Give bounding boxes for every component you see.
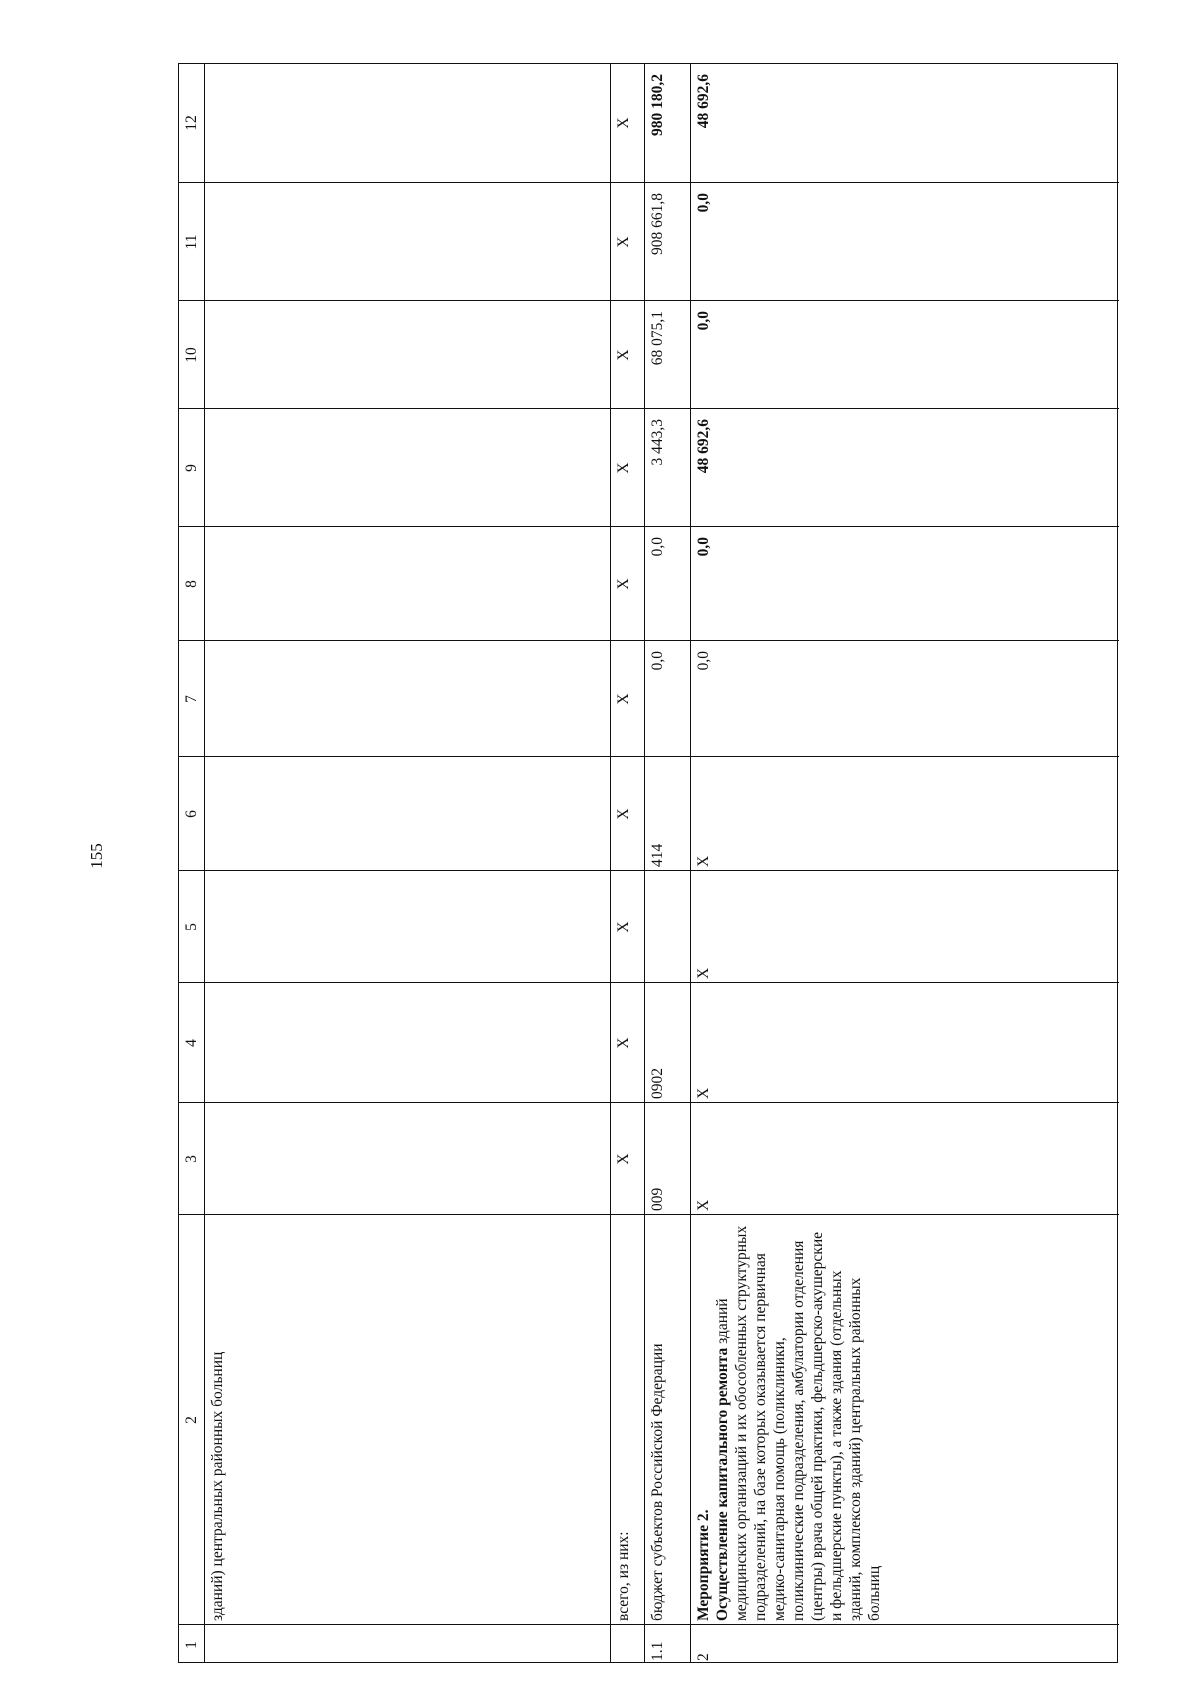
total-cell-12: X xyxy=(615,117,632,129)
total-cell-5: X xyxy=(611,870,644,982)
row-1-1-cell-9: 3 443,3 xyxy=(645,408,690,526)
row-2-cell-12: 48 692,6 xyxy=(695,74,712,129)
header-cell-12: 12 xyxy=(183,115,200,131)
continuation-cell-5 xyxy=(205,870,610,982)
row-2-cell-9: 48 692,6 xyxy=(691,408,1119,526)
header-cell-4: 4 xyxy=(179,982,204,1102)
total-cell-1 xyxy=(611,1624,644,1664)
table-row-total xyxy=(611,64,645,1662)
table-row-header xyxy=(179,64,205,1662)
continuation-cell-12 xyxy=(205,64,610,182)
header-cell-9: 9 xyxy=(179,408,204,526)
header-cell-2: 2 xyxy=(179,1214,204,1624)
total-cell-9: X xyxy=(611,408,644,526)
total-cell-4: X xyxy=(611,982,644,1102)
row-1-1-cell-num: 1.1 xyxy=(645,1624,690,1664)
table-row-continuation xyxy=(205,64,611,1662)
row-1-1-cell-12: 980 180,2 xyxy=(649,74,666,136)
continuation-cell-7 xyxy=(205,640,610,756)
table-row-2 xyxy=(691,64,1119,1662)
continuation-cell-4 xyxy=(205,982,610,1102)
row-2-cell-6: X xyxy=(691,756,1119,870)
continuation-cell-3 xyxy=(205,1102,610,1214)
budget-table xyxy=(178,63,1118,1663)
row-2-cell-5: X xyxy=(691,870,1119,982)
continuation-cell-2: зданий) центральных районных больниц xyxy=(205,1214,610,1624)
header-cell-6: 6 xyxy=(179,756,204,870)
total-cell-3: X xyxy=(611,1102,644,1214)
row-2-cell-8: 0,0 xyxy=(691,526,1119,640)
continuation-cell-9 xyxy=(205,408,610,526)
header-cell-11: 11 xyxy=(179,182,204,300)
total-cell-8: X xyxy=(611,526,644,640)
row-2-cell-label xyxy=(691,1214,1119,1624)
header-cell-3: 3 xyxy=(179,1102,204,1214)
continuation-cell-10 xyxy=(205,300,610,408)
continuation-cell-6 xyxy=(205,756,610,870)
row-1-1-cell-11: 908 661,8 xyxy=(645,182,690,300)
page-number: 155 xyxy=(87,843,106,869)
row-2-cell-3: X xyxy=(691,1102,1119,1214)
row-1-1-cell-5 xyxy=(645,870,690,982)
header-cell-7: 7 xyxy=(179,640,204,756)
row-1-1-cell-4: 0902 xyxy=(645,982,690,1102)
total-cell-label: всего, из них: xyxy=(611,1214,644,1624)
total-cell-7: X xyxy=(611,640,644,756)
header-cell-1: 1 xyxy=(179,1624,204,1664)
continuation-cell-8 xyxy=(205,526,610,640)
row-2-cell-4: X xyxy=(691,982,1119,1102)
row-2-text: зданий медицинских организаций и их обособленных структурных подразделений, на базе которых оказывается первичная медико-санитарная помощь (поликлиники, поликлинические подразделения, амбулатории отделения (центры) врача общей практики, фельдшерско-акушерские и фельдшерские пункты), а также здания (отдельных зданий, комплексов зданий) центральных районных больниц xyxy=(714,1225,883,1621)
row-1-1-cell-6: 414 xyxy=(645,756,690,870)
total-cell-6: X xyxy=(611,756,644,870)
row-1-1-cell-3: 009 xyxy=(645,1102,690,1214)
row-2-cell-7: 0,0 xyxy=(691,640,1119,756)
row-2-bold-text: Осуществление капитального ремонта xyxy=(714,1347,731,1621)
row-2-title: Мероприятие 2. xyxy=(695,1509,712,1621)
row-1-1-cell-7: 0,0 xyxy=(645,640,690,756)
continuation-cell-1 xyxy=(205,1624,610,1664)
total-cell-10: X xyxy=(611,300,644,408)
row-1-1-cell-label: бюджет субъектов Российской Федерации xyxy=(645,1214,690,1624)
header-cell-8: 8 xyxy=(179,526,204,640)
header-cell-5: 5 xyxy=(179,870,204,982)
table-row-1-1 xyxy=(645,64,691,1662)
total-cell-11: X xyxy=(611,182,644,300)
row-2-cell-10: 0,0 xyxy=(691,300,1119,408)
header-cell-10: 10 xyxy=(179,300,204,408)
row-2-cell-11: 0,0 xyxy=(691,182,1119,300)
row-1-1-cell-10: 68 075,1 xyxy=(645,300,690,408)
continuation-cell-11 xyxy=(205,182,610,300)
row-1-1-cell-8: 0,0 xyxy=(645,526,690,640)
row-2-cell-num: 2 xyxy=(691,1624,1119,1664)
